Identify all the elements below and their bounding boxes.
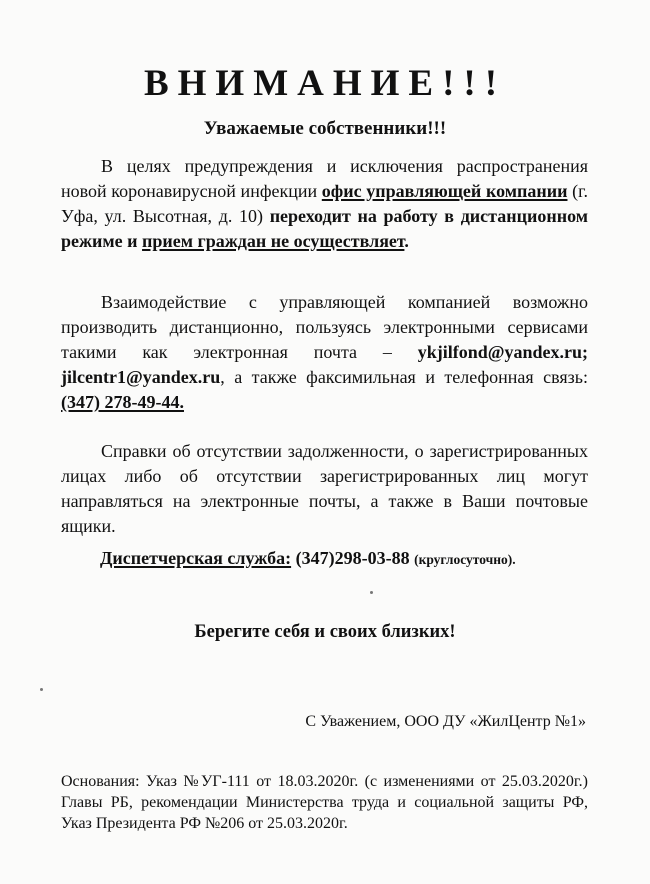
paragraph-office-closure: [61, 154, 588, 254]
closing-wish: Берегите себя и своих близких!: [194, 622, 456, 642]
dispatch-hours: (круглосуточно).: [414, 552, 516, 567]
p1-text-1: В целях предупреждения и исключения распространения новой коронавирусной инфекции: [61, 156, 588, 201]
p1-no-reception: прием граждан не осуществляет: [142, 231, 405, 251]
p2-text-2: , а также факсимильная и телефонная связь:: [220, 367, 588, 387]
notice-headline: ВНИМАНИЕ!!!: [143, 63, 507, 104]
p1-address: (г. Уфа, ул. Высотная, д. 10): [61, 181, 588, 226]
scan-speck: [40, 688, 43, 691]
p1-remote-mode: переходит на работу в дистанционном режиме и: [61, 206, 588, 251]
scan-speck: [370, 591, 373, 594]
email-jilcentr1[interactable]: jilcentr1@yandex.ru: [61, 367, 221, 387]
dispatch-label: Диспетчерская служба:: [100, 548, 292, 568]
p2-text-1: Взаимодействие с управляющей компанией возможно производить дистанционно, пользуясь электронными сервисами такими как электронная почта –: [61, 292, 588, 362]
legal-basis: Основания: Указ №УГ-111 от 18.03.2020г. (с изменениями от 25.03.2020г.) Главы РБ, рекомендации Министерства труда и социальной защиты РФ, Указ Президента РФ №206 от 25.03.2020г.: [61, 773, 588, 832]
dispatch-phone[interactable]: (347)298-03-88: [291, 548, 415, 568]
dispatch-service: [100, 548, 600, 569]
paragraph-certificates: [61, 439, 588, 539]
email-ykjilfond[interactable]: ykjilfond@yandex.ru;: [417, 342, 588, 362]
signature-line: С Уважением, ООО ДУ «ЖилЦентр №1»: [305, 713, 586, 730]
greeting: Уважаемые собственники!!!: [203, 118, 447, 139]
paragraph-remote-contact: [61, 290, 588, 415]
p1-office: офис управляющей компании: [321, 181, 568, 201]
p3-text: Справки об отсутствии задолженности, о зарегистрированных лицах либо об отсутствии зарегистрированных лиц могут направляться на электронные почты, а также в Ваши почтовые ящики.: [61, 441, 588, 536]
office-phone[interactable]: (347) 278-49-44.: [61, 392, 184, 412]
p1-period: .: [404, 231, 409, 251]
